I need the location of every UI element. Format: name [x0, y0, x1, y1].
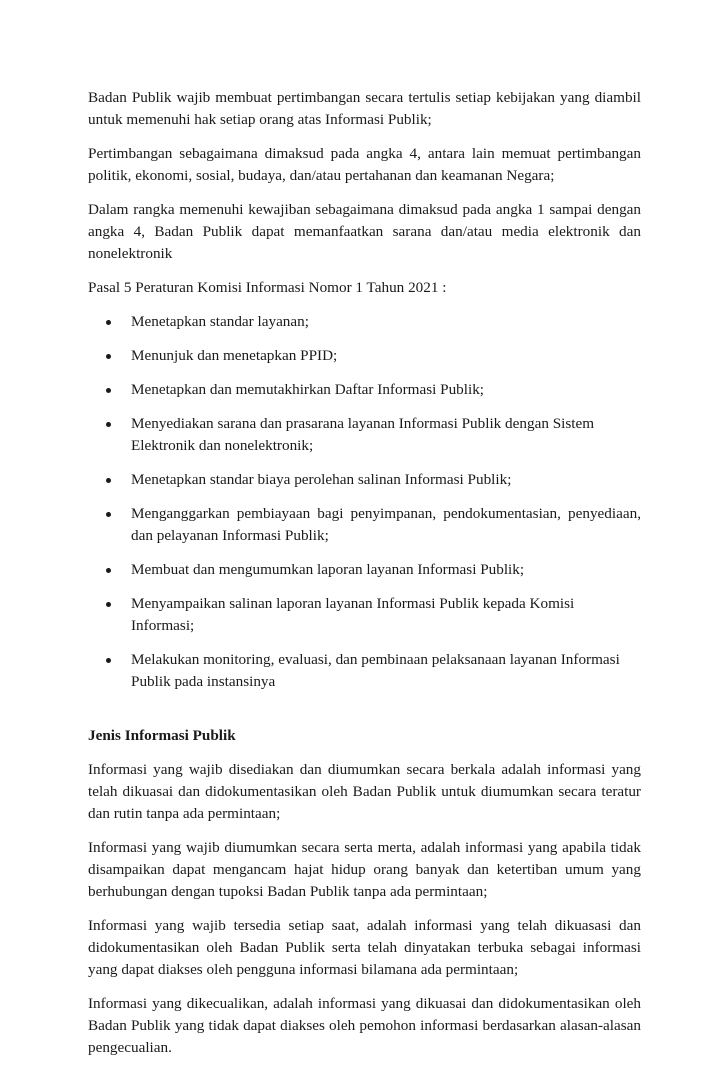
bullet-icon: [106, 388, 111, 393]
paragraph-consideration-scope: Pertimbangan sebagaimana dimaksud pada angka 4, antara lain memuat pertimbangan politik, ekonomi, sosial, budaya, dan/atau pertahanan dan keamanan Negara;: [88, 145, 641, 184]
obligations-list: [88, 311, 641, 693]
list-item: [88, 311, 641, 333]
bullet-icon: [106, 478, 111, 483]
list-item: [88, 379, 641, 401]
bullet-icon: [106, 602, 111, 607]
list-item-text: Melakukan monitoring, evaluasi, dan pembinaan pelaksanaan layanan Informasi Publik pada instansinya: [131, 651, 620, 690]
list-item-text: Membuat dan mengumumkan laporan layanan Informasi Publik;: [131, 561, 525, 578]
bullet-icon: [106, 568, 111, 573]
list-item: [88, 559, 641, 581]
list-item: [88, 503, 641, 547]
list-item-text: Menetapkan dan memutakhirkan Daftar Informasi Publik;: [131, 381, 485, 398]
paragraph-immediate-info: Informasi yang wajib diumumkan secara serta merta, adalah informasi yang apabila tidak disampaikan dapat mengancam hajat hidup orang banyak dan ketertiban umum yang berhubungan dengan tupoksi Badan Publik tanpa ada permintaan;: [88, 839, 641, 900]
list-intro: Pasal 5 Peraturan Komisi Informasi Nomor 1 Tahun 2021 :: [88, 279, 447, 296]
list-item-text: Menyampaikan salinan laporan layanan Informasi Publik kepada Komisi Informasi;: [131, 595, 575, 634]
list-item: [88, 593, 641, 637]
list-item-text: Menyediakan sarana dan prasarana layanan Informasi Publik dengan Sistem Elektronik dan nonelektronik;: [131, 415, 595, 454]
paragraph-electronic-media: Dalam rangka memenuhi kewajiban sebagaimana dimaksud pada angka 1 sampai dengan angka 4, Badan Publik dapat memanfaatkan sarana dan/atau media elektronik dan nonelektronik: [88, 201, 641, 262]
paragraph-periodic-info: Informasi yang wajib disediakan dan diumumkan secara berkala adalah informasi yang telah dikuasai dan didokumentasikan oleh Badan Publik untuk diumumkan secara teratur dan rutin tanpa ada permintaan;: [88, 761, 641, 822]
list-item-text: Menunjuk dan menetapkan PPID;: [131, 347, 338, 364]
paragraph-written-consideration: Badan Publik wajib membuat pertimbangan secara tertulis setiap kebijakan yang diambil untuk memenuhi hak setiap orang atas Informasi Publik;: [88, 89, 641, 128]
bullet-icon: [106, 422, 111, 427]
bullet-icon: [106, 658, 111, 663]
list-item: [88, 413, 641, 457]
paragraph-exempted-info: Informasi yang dikecualikan, adalah informasi yang dikuasai dan didokumentasikan oleh Badan Publik yang tidak dapat diakses oleh pemohon informasi berdasarkan alasan-alasan pengecualian.: [88, 995, 641, 1056]
list-item-text: Menetapkan standar biaya perolehan salinan Informasi Publik;: [131, 471, 512, 488]
paragraph-available-info: Informasi yang wajib tersedia setiap saat, adalah informasi yang telah dikuasasi dan didokumentasikan oleh Badan Publik serta telah dinyatakan terbuka sebagai informasi yang dapat diakses oleh pengguna informasi bilamana ada permintaan;: [88, 917, 641, 978]
bullet-icon: [106, 320, 111, 325]
list-item: [88, 649, 641, 693]
bullet-icon: [106, 354, 111, 359]
bullet-icon: [106, 512, 111, 517]
section-heading: Jenis Informasi Publik: [88, 727, 236, 744]
list-item-text: Menetapkan standar layanan;: [131, 313, 309, 330]
page-content: [88, 87, 641, 1071]
list-item: [88, 345, 641, 367]
list-item: [88, 469, 641, 491]
list-item-text: Menganggarkan pembiayaan bagi penyimpanan, pendokumentasian, penyediaan, dan pelayanan Informasi Publik;: [131, 505, 641, 544]
